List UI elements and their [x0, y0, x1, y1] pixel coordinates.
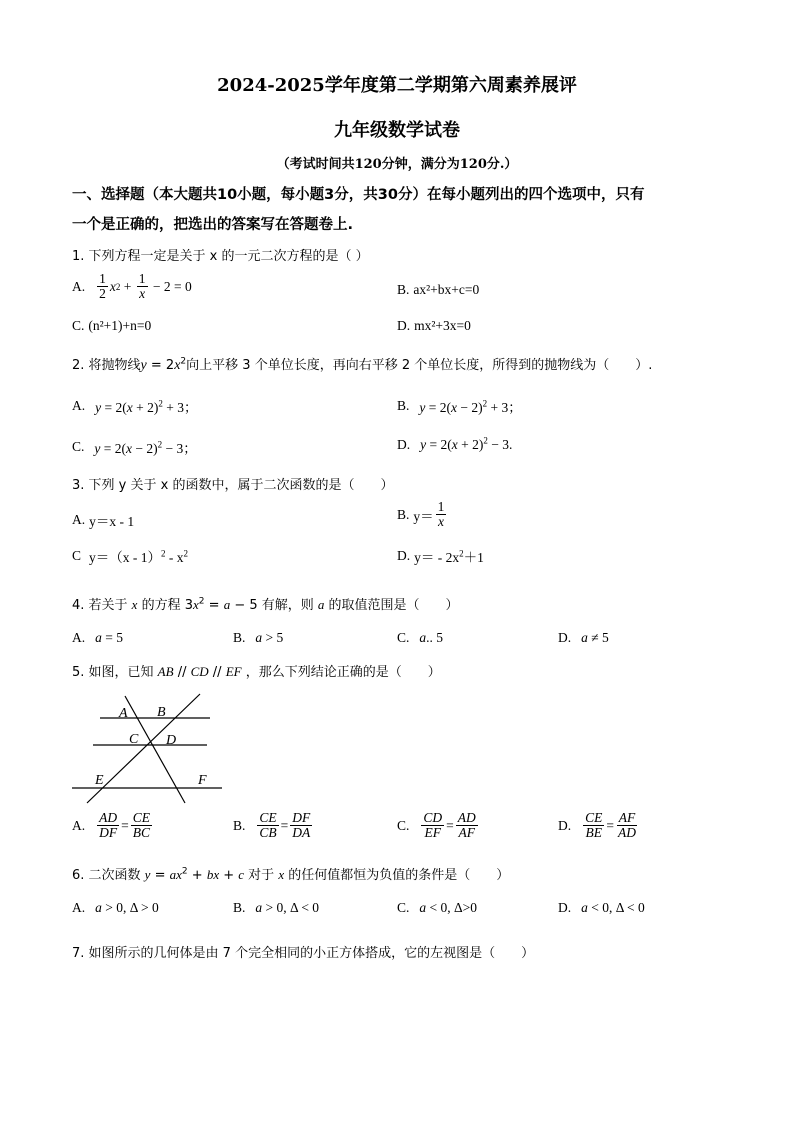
label-f: F [198, 773, 207, 788]
q3-option-c[interactable]: C $y=(x - 1)^2 - x^2$ [72, 548, 189, 565]
transversal-1 [125, 696, 185, 803]
question-3-stem: 3. 下列 y 关于 x 的函数中，属于二次函数的是（ ） [72, 478, 394, 493]
parallel-lines-figure [60, 688, 235, 808]
q5-option-a[interactable]: A. $\frac{AD}{DF}$ = $\frac{CE}{BC}$ [72, 810, 151, 841]
q4-option-d[interactable]: D. a ≠ 5 [558, 630, 609, 645]
label-a: A [119, 706, 128, 721]
q2-option-b[interactable]: B. $y = 2(x - 2)^2 + 3$； [397, 398, 522, 415]
q6-option-d[interactable]: D. a < 0, Δ < 0 [558, 900, 645, 915]
question-6-stem: 6. 二次函数 $y = ax^2$ + bx + c 对于 x 的任何值都恒为负值的条件是（ ） [72, 866, 510, 883]
q2-option-c[interactable]: C. $y = 2(x - 2)^2 - 3$； [72, 439, 197, 456]
q2-option-d[interactable]: D. $y = 2(x + 2)^2 - 3$. [397, 435, 513, 452]
q6-option-b[interactable]: B. a > 0, Δ < 0 [233, 900, 320, 915]
label-d: D [166, 733, 177, 748]
q3-option-b[interactable]: B. y＝ $\frac{1}{x}$ [397, 499, 445, 530]
question-2-stem: 2. 将抛物线$y = 2x^2$向上平移 3 个单位长度，再向右平移 2 个单位长度，所得到的抛物线为（ ）. [72, 356, 653, 373]
q5-option-b[interactable]: B. $\frac{CE}{CB}$ = $\frac{DF}{DA}$ [233, 810, 311, 841]
question-7-stem: 7. 如图所示的几何体是由 7 个完全相同的小正方体搭成，它的左视图是（ ） [72, 946, 535, 961]
question-5-stem: 5. 如图，已知 AB // CD // EF ，那么下列结论正确的是（ ） [72, 664, 441, 680]
label-e: E [95, 773, 104, 788]
question-4-stem: 4. 若关于 x 的方程 $3x^2 = a - 5$ 有解，则 a 的取值范围是（ ） [72, 596, 459, 613]
q1-option-c[interactable]: C. (n²+1)+n=0 [72, 318, 152, 333]
q1-option-d[interactable]: D. mx²+3x=0 [397, 318, 471, 333]
label-c: C [129, 732, 139, 747]
q5-option-d[interactable]: D. $\frac{CE}{BE}$ = $\frac{AF}{AD}$ [558, 810, 637, 841]
q4-option-b[interactable]: B. a > 5 [233, 630, 284, 645]
q1-option-b[interactable]: B. ax²+bx+c=0 [397, 282, 480, 297]
q3-option-d[interactable]: D. $y= - 2x^2+1$ [397, 548, 484, 565]
label-b: B [157, 705, 166, 720]
section-heading-line1: 一、选择题（本大题共10小题，每小题3分，共30分）在每小题列出的四个选项中，只有 [72, 187, 645, 203]
q4-option-a[interactable]: A. a = 5 [72, 630, 123, 645]
exam-subtitle: 九年级数学试卷 [334, 120, 460, 141]
exam-title: 2024-2025学年度第二学期第六周素养展评 [217, 75, 577, 96]
q6-option-a[interactable]: A. a > 0, Δ > 0 [72, 900, 159, 915]
q5-option-c[interactable]: C. $\frac{CD}{EF}$ = $\frac{AD}{AF}$ [397, 810, 476, 841]
question-1-stem: 1. 下列方程一定是关于 x 的一元二次方程的是（ ） [72, 249, 369, 264]
q2-option-a[interactable]: A. $y = 2(x + 2)^2 + 3$； [72, 398, 198, 415]
q4-option-c[interactable]: C. a.. 5 [397, 630, 444, 645]
q3-option-a[interactable]: A. y＝x - 1 [72, 512, 135, 529]
q1-option-a[interactable]: A. $\frac{1}{2}$ x 2 + $\frac{1}{x}$ − 2 = 0 [72, 271, 192, 302]
transversal-2 [87, 694, 200, 803]
q6-option-c[interactable]: C. a < 0, Δ>0 [397, 900, 478, 915]
section-heading-line2: 一个是正确的，把选出的答案写在答题卷上. [72, 217, 354, 233]
exam-note: （考试时间共120分钟，满分为120分.） [276, 157, 518, 172]
